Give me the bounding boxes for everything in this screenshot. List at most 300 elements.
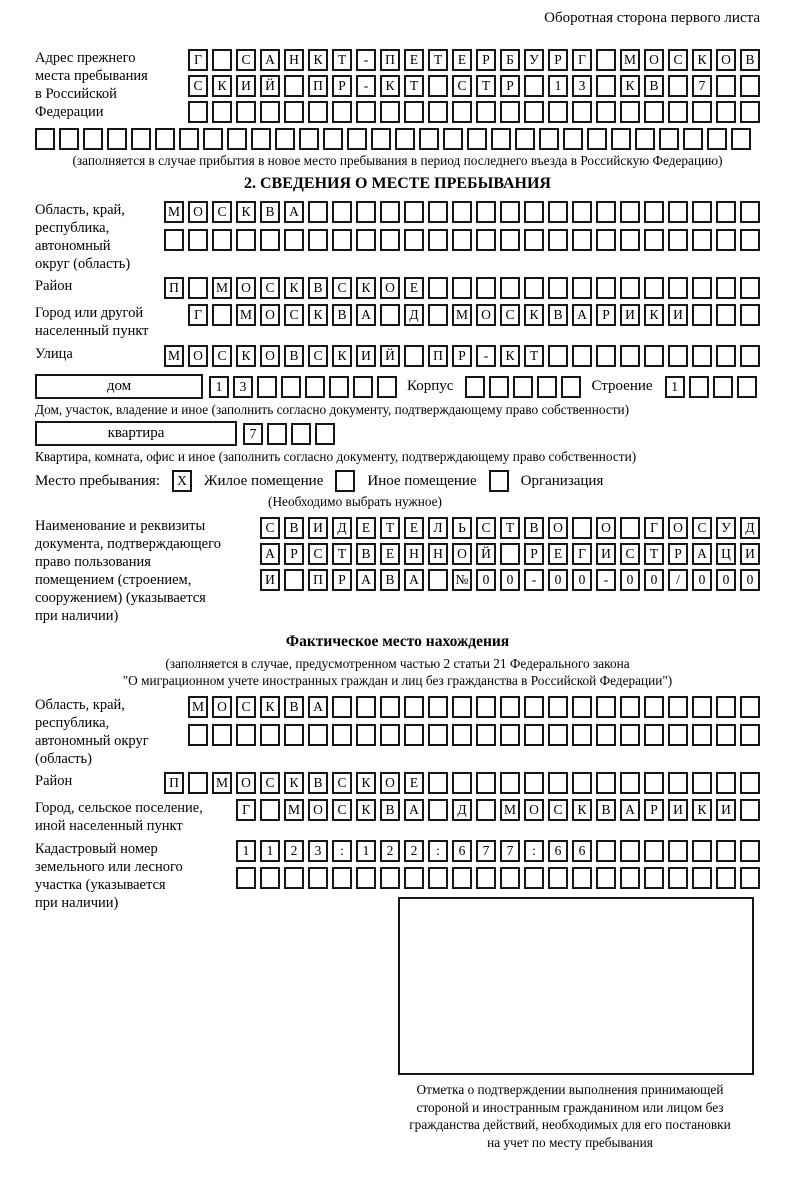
char-cell xyxy=(500,772,520,794)
char-cell: В xyxy=(380,799,400,821)
char-cell xyxy=(284,867,304,889)
char-cell: Е xyxy=(548,543,568,565)
char-cell xyxy=(59,128,79,150)
char-cell xyxy=(164,229,184,251)
stay-type-note: (Необходимо выбрать нужное) xyxy=(268,494,442,509)
cadastral-stamp-block xyxy=(35,840,760,1151)
prev-address-block xyxy=(35,49,760,127)
char-cell xyxy=(644,696,664,718)
char-cell xyxy=(308,229,328,251)
region-label-line: республика, xyxy=(35,220,110,236)
apartment-note: Квартира, комната, офис и иное (заполнить согласно документу, подтверждающему право собственности) xyxy=(35,449,637,464)
actual-city-label-line: иной населенный пункт xyxy=(35,818,183,834)
char-cell: 0 xyxy=(572,569,592,591)
char-cell xyxy=(740,201,760,223)
char-cell xyxy=(572,517,592,539)
stamp-caption-line: стороной и иностранным гражданином или лицом без xyxy=(416,1099,724,1115)
option-other-premises-label: Иное помещение xyxy=(367,472,477,489)
char-cell: Т xyxy=(644,543,664,565)
document-row-2 xyxy=(260,543,760,565)
actual-district-row xyxy=(164,772,760,794)
char-cell: М xyxy=(212,277,232,299)
char-cell: С xyxy=(692,517,712,539)
char-cell: П xyxy=(380,49,400,71)
char-cell xyxy=(524,101,544,123)
char-cell: Р xyxy=(644,799,664,821)
char-cell: О xyxy=(260,345,280,367)
char-cell: Р xyxy=(548,49,568,71)
char-cell: Г xyxy=(236,799,256,821)
char-cell xyxy=(500,696,520,718)
char-cell xyxy=(131,128,151,150)
char-cell xyxy=(596,345,616,367)
char-cell xyxy=(476,229,496,251)
char-cell xyxy=(740,277,760,299)
char-cell: М xyxy=(236,304,256,326)
char-cell: Р xyxy=(476,49,496,71)
char-cell xyxy=(692,772,712,794)
char-cell: С xyxy=(236,696,256,718)
char-cell xyxy=(644,229,664,251)
actual-region-label-line: республика, xyxy=(35,715,110,731)
char-cell: Т xyxy=(332,543,352,565)
char-cell xyxy=(428,799,448,821)
char-cell: К xyxy=(212,75,232,97)
char-cell: 2 xyxy=(380,840,400,862)
char-cell: О xyxy=(548,517,568,539)
char-cell: С xyxy=(332,799,352,821)
char-cell xyxy=(428,772,448,794)
apartment-cells xyxy=(243,423,335,445)
prev-address-note: (заполняется в случае прибытия в новое место пребывания в период последнего въезда в Российскую Федерацию) xyxy=(72,153,723,168)
stay-type-label: Место пребывания: xyxy=(35,472,160,489)
char-cell: 0 xyxy=(620,569,640,591)
char-cell: О xyxy=(644,49,664,71)
char-cell xyxy=(332,724,352,746)
char-cell: Е xyxy=(404,49,424,71)
char-cell: К xyxy=(356,799,376,821)
char-cell xyxy=(644,867,664,889)
house-number-cells xyxy=(209,376,397,398)
char-cell xyxy=(452,696,472,718)
char-cell xyxy=(740,345,760,367)
char-cell xyxy=(683,128,703,150)
char-cell xyxy=(260,724,280,746)
char-cell: 6 xyxy=(548,840,568,862)
char-cell xyxy=(188,229,208,251)
stamp-box xyxy=(398,897,754,1075)
char-cell xyxy=(188,772,208,794)
section2-title: 2. СВЕДЕНИЯ О МЕСТЕ ПРЕБЫВАНИЯ xyxy=(244,175,551,192)
char-cell xyxy=(404,229,424,251)
char-cell: М xyxy=(212,772,232,794)
char-cell: И xyxy=(668,799,688,821)
char-cell xyxy=(524,229,544,251)
char-cell: С xyxy=(500,304,520,326)
char-cell: Д xyxy=(332,517,352,539)
char-cell xyxy=(155,128,175,150)
char-cell xyxy=(539,128,559,150)
actual-region-label xyxy=(35,696,188,768)
stay-type-block xyxy=(35,470,760,492)
char-cell: М xyxy=(164,201,184,223)
char-cell xyxy=(380,304,400,326)
char-cell xyxy=(596,75,616,97)
char-cell: О xyxy=(260,304,280,326)
char-cell: О xyxy=(524,799,544,821)
city-label-line: Город или другой xyxy=(35,305,144,321)
char-cell xyxy=(716,772,736,794)
char-cell xyxy=(380,724,400,746)
char-cell: О xyxy=(380,277,400,299)
char-cell: Ь xyxy=(452,517,472,539)
char-cell xyxy=(212,49,232,71)
char-cell xyxy=(644,101,664,123)
char-cell: П xyxy=(164,772,184,794)
char-cell: Т xyxy=(332,49,352,71)
char-cell xyxy=(668,101,688,123)
city-label-line: населенный пункт xyxy=(35,323,149,339)
district-label: Район xyxy=(35,278,73,294)
char-cell xyxy=(716,229,736,251)
char-cell xyxy=(713,376,733,398)
char-cell xyxy=(572,277,592,299)
char-cell: Л xyxy=(428,517,448,539)
char-cell: А xyxy=(404,799,424,821)
char-cell xyxy=(284,724,304,746)
region-label-line: округ (область) xyxy=(35,256,131,272)
char-cell: Н xyxy=(284,49,304,71)
char-cell xyxy=(404,101,424,123)
district-block xyxy=(35,277,760,299)
char-cell xyxy=(476,696,496,718)
char-cell: Г xyxy=(572,49,592,71)
char-cell xyxy=(692,101,712,123)
char-cell xyxy=(611,128,631,150)
char-cell xyxy=(740,229,760,251)
char-cell xyxy=(668,229,688,251)
region-label-line: автономный xyxy=(35,238,111,254)
cadastral-stamp-column xyxy=(236,840,760,1151)
char-cell xyxy=(668,201,688,223)
char-cell xyxy=(596,840,616,862)
char-cell: 1 xyxy=(665,376,685,398)
char-cell xyxy=(692,867,712,889)
char-cell: В xyxy=(644,75,664,97)
char-cell: 7 xyxy=(500,840,520,862)
char-cell xyxy=(500,101,520,123)
char-cell xyxy=(689,376,709,398)
actual-city-label xyxy=(35,799,236,835)
char-cell: 0 xyxy=(740,569,760,591)
char-cell: Н xyxy=(404,543,424,565)
char-cell xyxy=(596,696,616,718)
char-cell: С xyxy=(260,277,280,299)
char-cell xyxy=(332,867,352,889)
char-cell xyxy=(524,724,544,746)
char-cell xyxy=(332,696,352,718)
stamp-caption-line: Отметка о подтверждении выполнения принимающей xyxy=(416,1082,724,1097)
char-cell: П xyxy=(428,345,448,367)
city-row xyxy=(188,304,760,326)
char-cell xyxy=(83,128,103,150)
char-cell xyxy=(692,277,712,299)
char-cell: А xyxy=(356,304,376,326)
actual-location-title: Фактическое место нахождения xyxy=(285,633,510,650)
char-cell xyxy=(305,376,325,398)
char-cell xyxy=(620,201,640,223)
char-cell xyxy=(236,724,256,746)
char-cell xyxy=(452,101,472,123)
char-cell: С xyxy=(332,772,352,794)
cadastral-label-line: при наличии) xyxy=(35,895,119,911)
char-cell: 1 xyxy=(209,376,229,398)
char-cell: - xyxy=(356,49,376,71)
char-cell: И xyxy=(356,345,376,367)
actual-district-label: Район xyxy=(35,773,73,789)
char-cell: : xyxy=(524,840,544,862)
char-cell: П xyxy=(164,277,184,299)
char-cell xyxy=(212,724,232,746)
city-block xyxy=(35,304,760,340)
char-cell xyxy=(596,772,616,794)
char-cell: Т xyxy=(524,345,544,367)
char-cell: Б xyxy=(500,49,520,71)
apartment-block xyxy=(35,421,760,446)
street-label: Улица xyxy=(35,346,73,362)
char-cell xyxy=(428,569,448,591)
char-cell xyxy=(668,75,688,97)
char-cell xyxy=(620,517,640,539)
char-cell xyxy=(489,376,509,398)
char-cell: О xyxy=(236,772,256,794)
char-cell: Т xyxy=(476,75,496,97)
char-cell: К xyxy=(356,277,376,299)
char-cell xyxy=(620,867,640,889)
char-cell xyxy=(716,201,736,223)
char-cell xyxy=(452,229,472,251)
prev-address-row-2 xyxy=(188,75,760,97)
char-cell xyxy=(692,229,712,251)
char-cell: - xyxy=(356,75,376,97)
char-cell xyxy=(513,376,533,398)
actual-district-block xyxy=(35,772,760,794)
char-cell: П xyxy=(308,75,328,97)
char-cell: С xyxy=(476,517,496,539)
char-cell: 1 xyxy=(260,840,280,862)
region-block xyxy=(35,201,760,273)
region-label xyxy=(35,201,164,273)
char-cell xyxy=(620,840,640,862)
char-cell xyxy=(428,696,448,718)
char-cell xyxy=(380,696,400,718)
stamp-caption-line: гражданства действий, необходимых для его постановки xyxy=(409,1117,731,1132)
char-cell xyxy=(428,229,448,251)
char-cell xyxy=(236,867,256,889)
char-cell xyxy=(668,696,688,718)
char-cell xyxy=(737,376,757,398)
char-cell xyxy=(452,277,472,299)
char-cell xyxy=(596,201,616,223)
char-cell xyxy=(644,724,664,746)
char-cell xyxy=(284,229,304,251)
char-cell xyxy=(356,724,376,746)
char-cell: В xyxy=(356,543,376,565)
char-cell: С xyxy=(308,543,328,565)
char-cell xyxy=(572,696,592,718)
char-cell xyxy=(740,101,760,123)
char-cell xyxy=(740,867,760,889)
char-cell: Р xyxy=(596,304,616,326)
char-cell xyxy=(428,101,448,123)
actual-location-note-2: "О миграционном учете иностранных граждан и лиц без гражданства в Российской Федерации") xyxy=(122,673,673,688)
actual-region-label-line: Область, край, xyxy=(35,697,125,713)
char-cell xyxy=(476,277,496,299)
char-cell: О xyxy=(188,201,208,223)
char-cell xyxy=(548,201,568,223)
char-cell: В xyxy=(284,696,304,718)
prev-address-row-3 xyxy=(188,101,760,123)
char-cell: Р xyxy=(332,569,352,591)
cadastral-label-line: участка (указывается xyxy=(35,877,166,893)
char-cell xyxy=(284,101,304,123)
char-cell xyxy=(620,229,640,251)
char-cell: М xyxy=(188,696,208,718)
char-cell xyxy=(635,128,655,150)
char-cell: - xyxy=(524,569,544,591)
char-cell xyxy=(291,423,311,445)
char-cell xyxy=(587,128,607,150)
char-cell xyxy=(668,867,688,889)
apartment-box-label: квартира xyxy=(35,421,237,446)
prev-address-label-line: в Российской xyxy=(35,86,117,102)
char-cell xyxy=(212,101,232,123)
char-cell: А xyxy=(404,569,424,591)
char-cell: 2 xyxy=(284,840,304,862)
char-cell: Е xyxy=(404,277,424,299)
char-cell xyxy=(260,229,280,251)
char-cell: К xyxy=(692,799,712,821)
char-cell: Г xyxy=(188,49,208,71)
char-cell: О xyxy=(308,799,328,821)
region-label-line: Область, край, xyxy=(35,202,125,218)
char-cell: С xyxy=(668,49,688,71)
char-cell xyxy=(740,772,760,794)
char-cell xyxy=(548,867,568,889)
char-cell: Й xyxy=(380,345,400,367)
char-cell xyxy=(356,696,376,718)
char-cell: И xyxy=(668,304,688,326)
char-cell: К xyxy=(500,345,520,367)
char-cell xyxy=(692,345,712,367)
district-row xyxy=(164,277,760,299)
char-cell: 0 xyxy=(644,569,664,591)
char-cell xyxy=(740,304,760,326)
prev-address-grid xyxy=(188,49,760,127)
char-cell xyxy=(716,345,736,367)
char-cell: Р xyxy=(284,543,304,565)
char-cell: И xyxy=(308,517,328,539)
char-cell xyxy=(380,867,400,889)
char-cell: И xyxy=(260,569,280,591)
char-cell: Ц xyxy=(716,543,736,565)
char-cell: - xyxy=(596,569,616,591)
char-cell: Е xyxy=(380,543,400,565)
char-cell xyxy=(548,724,568,746)
char-cell: А xyxy=(692,543,712,565)
char-cell xyxy=(524,867,544,889)
char-cell xyxy=(452,772,472,794)
char-cell: / xyxy=(668,569,688,591)
char-cell xyxy=(308,724,328,746)
char-cell: 6 xyxy=(572,840,592,862)
char-cell xyxy=(716,840,736,862)
char-cell: Р xyxy=(332,75,352,97)
char-cell: Р xyxy=(500,75,520,97)
char-cell: Н xyxy=(428,543,448,565)
char-cell xyxy=(267,423,287,445)
house-note: Дом, участок, владение и иное (заполнить согласно документу, подтверждающему право собственности) xyxy=(35,402,630,417)
region-grid xyxy=(164,201,760,257)
actual-region-block xyxy=(35,696,760,768)
char-cell xyxy=(260,101,280,123)
char-cell xyxy=(620,101,640,123)
char-cell xyxy=(500,201,520,223)
char-cell: Д xyxy=(740,517,760,539)
char-cell xyxy=(692,304,712,326)
char-cell: И xyxy=(236,75,256,97)
char-cell: А xyxy=(308,696,328,718)
char-cell: У xyxy=(524,49,544,71)
document-label-line: документа, подтверждающего xyxy=(35,536,221,552)
char-cell xyxy=(572,345,592,367)
char-cell xyxy=(500,724,520,746)
char-cell: М xyxy=(284,799,304,821)
char-cell xyxy=(515,128,535,150)
cadastral-label xyxy=(35,840,236,912)
char-cell: 1 xyxy=(548,75,568,97)
char-cell xyxy=(452,867,472,889)
char-cell xyxy=(212,229,232,251)
char-cell xyxy=(467,128,487,150)
char-cell xyxy=(548,345,568,367)
char-cell xyxy=(644,277,664,299)
char-cell: : xyxy=(332,840,352,862)
document-label-line: право пользования xyxy=(35,554,151,570)
char-cell: С xyxy=(308,345,328,367)
actual-city-row xyxy=(236,799,760,821)
char-cell xyxy=(731,128,751,150)
char-cell: 1 xyxy=(236,840,256,862)
char-cell: С xyxy=(236,49,256,71)
char-cell xyxy=(347,128,367,150)
char-cell xyxy=(236,101,256,123)
char-cell xyxy=(227,128,247,150)
char-cell xyxy=(476,101,496,123)
char-cell xyxy=(707,128,727,150)
prev-address-row-4 xyxy=(35,128,760,150)
char-cell xyxy=(548,696,568,718)
char-cell: 7 xyxy=(243,423,263,445)
char-cell: № xyxy=(452,569,472,591)
char-cell: И xyxy=(620,304,640,326)
char-cell: А xyxy=(260,543,280,565)
char-cell xyxy=(596,867,616,889)
char-cell: Г xyxy=(644,517,664,539)
document-label xyxy=(35,517,260,625)
char-cell xyxy=(572,772,592,794)
char-cell: Д xyxy=(404,304,424,326)
